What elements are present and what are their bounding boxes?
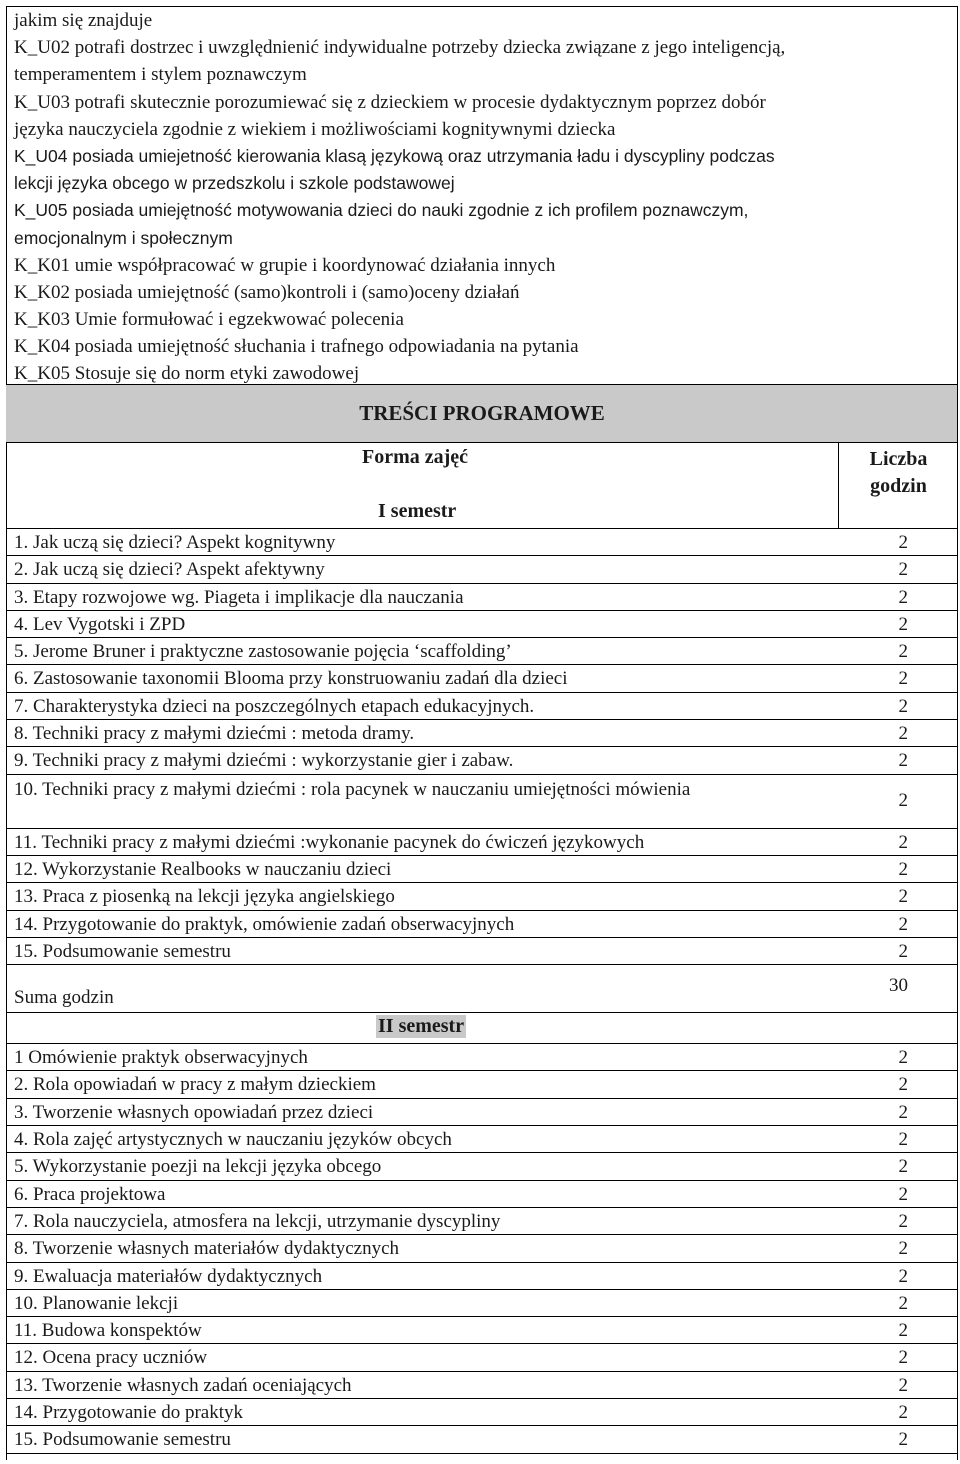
topic: 1 Omówienie praktyk obserwacyjnych (14, 1047, 308, 1069)
topic: 12. Ocena pracy uczniów (14, 1347, 208, 1369)
hours: 2 (898, 1429, 908, 1451)
topic: 6. Zastosowanie taxonomii Blooma przy konstruowaniu zadań dla dzieci (14, 668, 568, 690)
hours: 2 (898, 1374, 908, 1396)
topic: 4. Rola zajęć artystycznych w nauczaniu języków obcych (14, 1129, 452, 1151)
table-row (6, 1071, 958, 1098)
outcome-line: języka nauczyciela zgodnie z wiekiem i możliwościami kognitywnymi dziecka (14, 118, 616, 140)
outcome-line: K_K04 posiada umiejętność słuchania i trafnego odpowiadania na pytania (14, 336, 579, 358)
hours: 2 (898, 723, 908, 745)
table-row (6, 1344, 958, 1371)
outcome-line: emocjonalnym i społecznym (14, 227, 233, 248)
hours: 2 (898, 913, 908, 935)
hours: 2 (898, 1265, 908, 1287)
outcome-line: K_K02 posiada umiejętność (samo)kontroli i (samo)oceny działań (14, 281, 520, 303)
topic: 15. Podsumowanie semestru (14, 1429, 231, 1451)
sum-label: Suma godzin (14, 987, 114, 1009)
hours: 2 (898, 1347, 908, 1369)
table-row (6, 638, 958, 665)
table-row (6, 911, 958, 938)
topic: 7. Rola nauczyciela, atmosfera na lekcji, utrzymanie dyscypliny (14, 1210, 501, 1232)
table-row (6, 611, 958, 638)
hours: 2 (898, 750, 908, 772)
topic: 9. Techniki pracy z małymi dziećmi : wykorzystanie gier i zabaw. (14, 750, 514, 772)
topic: 7. Charakterystyka dzieci na poszczególnych etapach edukacyjnych. (14, 695, 535, 717)
topic: 5. Wykorzystanie poezji na lekcji języka obcego (14, 1156, 382, 1178)
table-row (6, 1290, 958, 1317)
sum-value: 30 (889, 975, 908, 997)
topic: 1. Jak uczą się dzieci? Aspekt kognitywny (14, 532, 336, 553)
table-row (6, 856, 958, 883)
topic: 10. Techniki pracy z małymi dziećmi : rola pacynek w nauczaniu umiejętności mówienia (14, 778, 691, 800)
hours: 2 (898, 1101, 908, 1123)
table-row (6, 1126, 958, 1153)
outcome-line: K_U04 posiada umiejetność kierowania klasą językową oraz utrzymania ładu i dyscypliny podczas (14, 145, 775, 166)
semester-2-header (6, 1013, 958, 1044)
table-row (6, 1235, 958, 1262)
table-row (6, 1372, 958, 1399)
outcome-line: K_U05 posiada umiejętność motywowania dzieci do nauki zgodnie z ich profilem poznawczym, (14, 200, 749, 221)
semester-2-label: II semestr (378, 1015, 465, 1038)
topic: 2. Rola opowiadań w pracy z małym dzieckiem (14, 1074, 376, 1096)
column-forma-label: Forma zajęć (362, 446, 469, 468)
hours: 2 (898, 1129, 908, 1151)
outcome-line: lekcji języka obcego w przedszkolu i szkole podstawowej (14, 173, 455, 194)
table-row (6, 556, 958, 583)
hours: 2 (898, 940, 908, 962)
table-row (6, 1181, 958, 1208)
outcome-line: K_U02 potrafi dostrzec i uwzględnienić indywidualne potrzeby dziecka związane z jego inteligencją, (14, 37, 786, 59)
hours: 2 (898, 789, 908, 811)
topic: 3. Etapy rozwojowe wg. Piageta i implikacje dla nauczania (14, 586, 464, 608)
outcome-line: jakim się znajduje (14, 10, 153, 31)
table-row (6, 1099, 958, 1126)
topic: 14. Przygotowanie do praktyk, omówienie zadań obserwacyjnych (14, 913, 515, 935)
learning-outcomes (6, 6, 958, 388)
hours: 2 (898, 532, 908, 553)
hours: 2 (898, 1074, 908, 1096)
topic: 5. Jerome Bruner i praktyczne zastosowanie pojęcia ‘scaffolding’ (14, 641, 512, 663)
hours: 2 (898, 1238, 908, 1260)
hours: 2 (898, 831, 908, 853)
table-row (6, 1208, 958, 1235)
table-row (6, 665, 958, 692)
hours: 2 (898, 1047, 908, 1069)
sum-row (6, 965, 958, 1013)
hours: 2 (898, 858, 908, 880)
topic: 13. Praca z piosenką na lekcji języka angielskiego (14, 886, 395, 908)
hours: 2 (898, 1156, 908, 1178)
table-row (6, 720, 958, 747)
topic: 3. Tworzenie własnych opowiadań przez dzieci (14, 1101, 374, 1123)
topic: 11. Techniki pracy z małymi dziećmi :wykonanie pacynek do ćwiczeń językowych (14, 831, 645, 853)
hours: 2 (898, 1183, 908, 1205)
topic: 10. Planowanie lekcji (14, 1292, 179, 1314)
table-row (6, 938, 958, 965)
section-title: TREŚCI PROGRAMOWE (359, 401, 605, 425)
topic: 4. Lev Vygotski i ZPD (14, 613, 186, 635)
section-header (6, 384, 958, 443)
outcome-line: temperamentem i stylem poznawczym (14, 64, 307, 86)
hours: 2 (898, 641, 908, 663)
topic: 2. Jak uczą się dzieci? Aspekt afektywny (14, 559, 325, 581)
topic: 8. Tworzenie własnych materiałów dydaktycznych (14, 1238, 400, 1260)
outcome-line: K_U03 potrafi skutecznie porozumiewać się z dzieckiem w procesie dydaktycznym poprzez dobór (14, 91, 766, 113)
table-row (6, 1263, 958, 1290)
table-row (6, 1426, 958, 1453)
table-row (6, 775, 958, 829)
hours: 2 (898, 668, 908, 690)
hours: 2 (898, 1320, 908, 1342)
hours: 2 (898, 613, 908, 635)
table-row (6, 747, 958, 774)
hours: 2 (898, 1292, 908, 1314)
hours: 2 (898, 559, 908, 581)
table-row (6, 1044, 958, 1071)
hours: 2 (898, 695, 908, 717)
topic: 8. Techniki pracy z małymi dziećmi : metoda dramy. (14, 723, 415, 745)
topic: 15. Podsumowanie semestru (14, 940, 231, 962)
semester-1-table (6, 529, 958, 1454)
table-row (6, 529, 958, 556)
table-row (6, 693, 958, 720)
table-row (6, 584, 958, 611)
hours: 2 (898, 586, 908, 608)
column-header (6, 442, 958, 529)
table-row (6, 1153, 958, 1180)
topic: 12. Wykorzystanie Realbooks w nauczaniu dzieci (14, 858, 392, 880)
topic: 14. Przygotowanie do praktyk (14, 1402, 244, 1424)
table-row (6, 1317, 958, 1344)
table-row (6, 829, 958, 856)
column-liczba-label: Liczba godzin (869, 448, 928, 497)
hours: 2 (898, 1210, 908, 1232)
topic: 11. Budowa konspektów (14, 1320, 202, 1342)
hours: 2 (898, 886, 908, 908)
hours: 2 (898, 1402, 908, 1424)
table-row (6, 1399, 958, 1426)
topic: 9. Ewaluacja materiałów dydaktycznych (14, 1265, 323, 1287)
table-row (6, 883, 958, 910)
topic: 13. Tworzenie własnych zadań oceniających (14, 1374, 352, 1396)
outcome-line: K_K03 Umie formułować i egzekwować polecenia (14, 309, 404, 331)
semester-1-label: I semestr (378, 500, 457, 522)
outcome-line: K_K05 Stosuje się do norm etyki zawodowej (14, 363, 360, 385)
topic: 6. Praca projektowa (14, 1183, 166, 1205)
outcome-line: K_K01 umie współpracować w grupie i koordynować działania innych (14, 254, 556, 276)
